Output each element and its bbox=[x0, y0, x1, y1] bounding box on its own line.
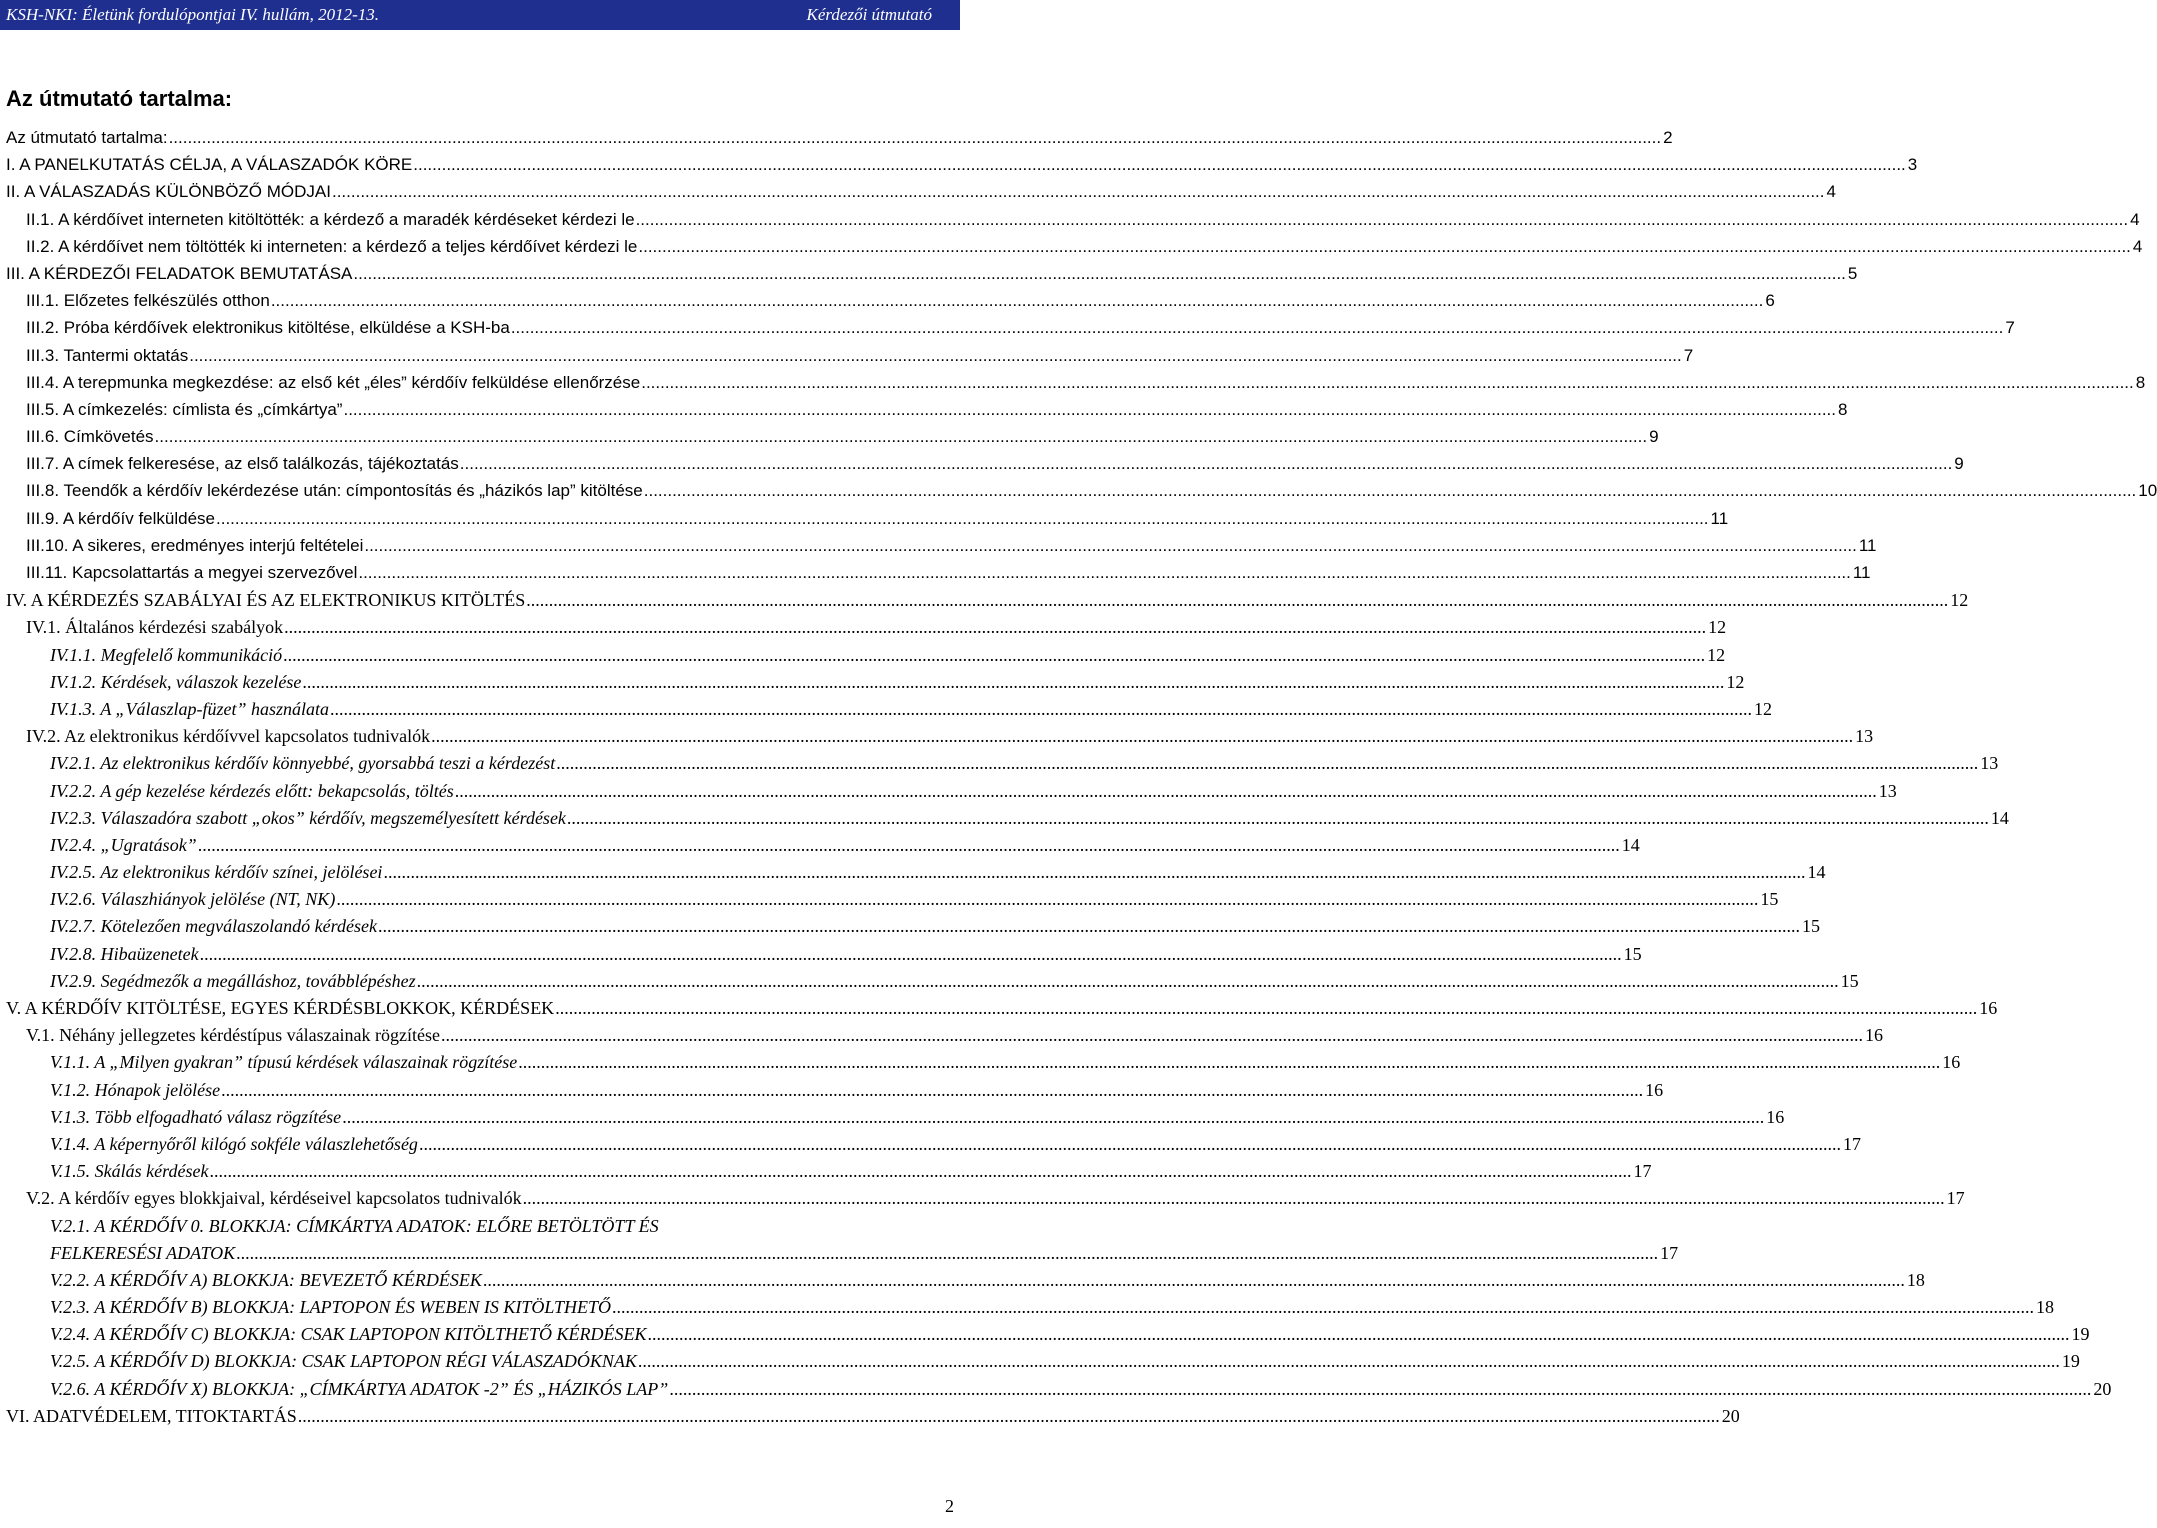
toc-entry-page: 13 bbox=[1855, 726, 1874, 747]
toc-entry-title: IV.2.1. Az elektronikus kérdőív könnyebbé, gyorsabbá teszi a kérdezést bbox=[50, 753, 556, 774]
toc-entry-title: V.2. A kérdőív egyes blokkjaival, kérdéseivel kapcsolatos tudnivalók bbox=[26, 1188, 522, 1209]
table-of-contents bbox=[6, 127, 2157, 1432]
toc-entry[interactable] bbox=[6, 1405, 1740, 1432]
toc-entry-title: V.1.5. Skálás kérdések bbox=[50, 1161, 209, 1182]
toc-leader-dots bbox=[483, 1269, 1905, 1291]
toc-entry-page: 4 bbox=[1826, 182, 1836, 202]
toc-entry-title: III.1. Előzetes felkészülés otthon bbox=[26, 291, 270, 311]
toc-entry-page: 11 bbox=[1852, 563, 1871, 582]
toc-entry-title: III.8. Teendők a kérdőív lekérdezése után: címpontosítás és „házikós lap” kitöltése bbox=[26, 481, 643, 501]
toc-entry-page: 15 bbox=[1623, 943, 1642, 964]
toc-leader-dots bbox=[284, 616, 1706, 638]
toc-leader-dots bbox=[169, 127, 1662, 149]
toc-entry-page: 16 bbox=[1766, 1106, 1785, 1127]
toc-entry[interactable] bbox=[6, 644, 1726, 671]
toc-leader-dots bbox=[523, 1187, 1945, 1209]
toc-entry-page: 9 bbox=[1954, 454, 1964, 474]
toc-entry-title: III.10. A sikeres, eredményes interjú feltételei bbox=[26, 535, 364, 555]
toc-entry-page: 19 bbox=[2071, 1324, 2090, 1345]
toc-entry[interactable] bbox=[6, 780, 1897, 807]
toc-entry-title: IV.2.3. Válaszadóra szabott „okos” kérdőív, megszemélyesített kérdések bbox=[50, 807, 566, 828]
toc-entry-title: V.2.5. A KÉRDŐÍV D) BLOKKJA: CSAK LAPTOPON RÉGI VÁLASZADÓKNAK bbox=[50, 1351, 637, 1372]
toc-entry-title: III.4. A terepmunka megkezdése: az első két „éles” kérdőív felküldése ellenőrzése bbox=[26, 372, 641, 392]
toc-leader-dots bbox=[342, 1106, 1764, 1128]
toc-entry-page: 12 bbox=[1950, 590, 1969, 611]
toc-leader-dots bbox=[216, 508, 1709, 530]
toc-entry[interactable] bbox=[6, 480, 2157, 507]
toc-leader-dots bbox=[330, 698, 1752, 720]
toc-leader-dots bbox=[567, 807, 1989, 829]
toc-leader-dots bbox=[455, 780, 1877, 802]
toc-entry-page: 4 bbox=[2130, 209, 2140, 229]
toc-leader-dots bbox=[555, 997, 1977, 1019]
toc-leader-dots bbox=[441, 1024, 1863, 1046]
toc-entry-page: 16 bbox=[1979, 998, 1998, 1018]
toc-leader-dots bbox=[556, 752, 1978, 774]
toc-leader-dots bbox=[636, 209, 2129, 231]
toc-entry-title: IV.2.5. Az elektronikus kérdőív színei, jelölései bbox=[50, 862, 383, 883]
toc-entry-page: 6 bbox=[1765, 291, 1775, 311]
header-left-text: KSH-NKI: Életünk fordulópontjai IV. hullám, 2012-13. bbox=[6, 5, 380, 24]
toc-entry[interactable] bbox=[6, 970, 1859, 997]
toc-entry[interactable] bbox=[6, 589, 1969, 616]
toc-entry-title: Az útmutató tartalma: bbox=[6, 128, 168, 147]
toc-entry[interactable] bbox=[6, 698, 1773, 725]
toc-entry-title: IV.2.2. A gép kezelése kérdezés előtt: bekapcsolás, töltés bbox=[50, 780, 454, 801]
toc-entry-title: IV.2.6. Válaszhiányok jelölése (NT, NK) bbox=[50, 889, 336, 910]
toc-entry-page: 15 bbox=[1801, 916, 1820, 937]
toc-leader-dots bbox=[638, 1350, 2060, 1372]
toc-entry[interactable] bbox=[6, 997, 1998, 1024]
toc-entry-page: 19 bbox=[2061, 1351, 2080, 1372]
toc-leader-dots bbox=[638, 236, 2131, 258]
toc-entry-title: III.9. A kérdőív felküldése bbox=[26, 508, 216, 528]
toc-entry-title: V.1.1. A „Milyen gyakran” típusú kérdések válaszainak rögzítése bbox=[50, 1052, 518, 1073]
toc-entry-title: IV.1.2. Kérdések, válaszok kezelése bbox=[50, 671, 302, 692]
toc-entry[interactable] bbox=[6, 725, 1874, 752]
toc-entry[interactable] bbox=[6, 1051, 1961, 1078]
toc-entry[interactable] bbox=[6, 181, 1836, 208]
toc-leader-dots bbox=[417, 970, 1839, 992]
page-title: Az útmutató tartalma: bbox=[6, 86, 233, 111]
toc-entry[interactable] bbox=[6, 345, 1694, 372]
toc-entry[interactable] bbox=[6, 1187, 1965, 1214]
toc-entry[interactable] bbox=[6, 671, 1745, 698]
toc-leader-dots bbox=[383, 861, 1805, 883]
toc-entry-page: 12 bbox=[1707, 644, 1726, 665]
toc-entry-title: IV.2.8. Hibaüzenetek bbox=[50, 943, 199, 964]
toc-entry[interactable] bbox=[6, 915, 1820, 942]
toc-leader-dots bbox=[283, 644, 1705, 666]
toc-entry[interactable] bbox=[6, 535, 1877, 562]
toc-entry-page: 16 bbox=[1865, 1025, 1884, 1046]
toc-entry-title: IV.2. Az elektronikus kérdőívvel kapcsolatos tudnivalók bbox=[26, 726, 431, 747]
toc-entry-title: IV.2.7. Kötelezően megválaszolandó kérdések bbox=[50, 916, 377, 937]
toc-entry-page: 17 bbox=[1946, 1188, 1965, 1209]
toc-entry[interactable] bbox=[6, 807, 2009, 834]
toc-entry-title-line2: FELKERESÉSI ADATOK bbox=[50, 1242, 236, 1263]
toc-entry-page: 7 bbox=[2005, 318, 2015, 338]
toc-entry-page: 8 bbox=[1837, 399, 1848, 419]
toc-leader-dots bbox=[189, 345, 1682, 367]
toc-entry[interactable] bbox=[6, 1350, 2080, 1377]
toc-leader-dots bbox=[155, 426, 1648, 448]
toc-leader-dots bbox=[364, 535, 1857, 557]
toc-leader-dots bbox=[511, 317, 2004, 339]
toc-leader-dots bbox=[302, 671, 1724, 693]
toc-leader-dots bbox=[526, 589, 1948, 611]
toc-entry[interactable] bbox=[6, 1323, 2090, 1350]
toc-entry-title-line1: V.2.1. A KÉRDŐÍV 0. BLOKKJA: CÍMKÁRTYA ADATOK: ELŐRE BETÖLTÖTT ÉS bbox=[50, 1215, 659, 1236]
toc-leader-dots bbox=[236, 1242, 1658, 1264]
toc-entry-title: IV.2.4. „Ugratások” bbox=[50, 834, 197, 855]
toc-entry[interactable] bbox=[6, 317, 2015, 344]
toc-entry-title: IV.2.9. Segédmezők a megálláshoz, továbblépéshez bbox=[50, 970, 416, 991]
toc-entry-page: 18 bbox=[2036, 1297, 2054, 1318]
toc-entry[interactable] bbox=[6, 1296, 2054, 1323]
toc-leader-dots bbox=[271, 290, 1764, 312]
toc-entry[interactable] bbox=[6, 508, 1729, 535]
toc-leader-dots bbox=[353, 263, 1846, 285]
toc-leader-dots bbox=[343, 399, 1836, 421]
toc-entry-page: 15 bbox=[1840, 970, 1859, 991]
toc-entry-title: V.1.3. Több elfogadható válasz rögzítése bbox=[50, 1106, 342, 1127]
toc-entry-title: IV. A KÉRDEZÉS SZABÁLYAI ÉS AZ ELEKTRONIKUS KITÖLTÉS bbox=[6, 590, 526, 611]
toc-entry-page: 12 bbox=[1726, 671, 1745, 692]
toc-entry[interactable] bbox=[6, 372, 2146, 399]
toc-entry-page: 10 bbox=[2138, 481, 2157, 501]
toc-entry[interactable] bbox=[6, 154, 1918, 181]
toc-leader-dots bbox=[419, 1133, 1841, 1155]
toc-entry-title: II. A VÁLASZADÁS KÜLÖNBÖZŐ MÓDJAI bbox=[6, 182, 331, 202]
toc-entry-page: 18 bbox=[1906, 1269, 1925, 1290]
toc-entry-page: 12 bbox=[1754, 698, 1773, 719]
toc-entry-page: 16 bbox=[1942, 1052, 1961, 1073]
toc-leader-dots bbox=[358, 562, 1851, 584]
toc-entry-title-line2-row bbox=[50, 1242, 1678, 1264]
toc-entry-page: 5 bbox=[1847, 263, 1858, 283]
toc-entry-title: V.2.6. A KÉRDŐÍV X) BLOKKJA: „CÍMKÁRTYA ADATOK -2” ÉS „HÁZIKÓS LAP” bbox=[50, 1378, 669, 1399]
toc-entry[interactable] bbox=[6, 562, 1871, 589]
toc-entry[interactable] bbox=[6, 752, 1999, 779]
toc-leader-dots bbox=[332, 181, 1825, 203]
toc-entry[interactable] bbox=[6, 1133, 1861, 1160]
toc-leader-dots bbox=[298, 1405, 1720, 1427]
toc-entry[interactable] bbox=[6, 1106, 1785, 1133]
toc-entry-title: I. A PANELKUTATÁS CÉLJA, A VÁLASZADÓK KÖRE bbox=[6, 155, 413, 175]
toc-entry[interactable] bbox=[6, 1378, 2112, 1405]
toc-entry[interactable] bbox=[6, 399, 1848, 426]
toc-leader-dots bbox=[669, 1378, 2091, 1400]
toc-entry-page: 17 bbox=[1842, 1133, 1861, 1154]
toc-entry[interactable] bbox=[6, 263, 1858, 290]
toc-entry-title: III.5. A címkezelés: címlista és „címkártya” bbox=[26, 399, 343, 419]
toc-leader-dots bbox=[378, 915, 1800, 937]
header-right-text: Kérdezői útmutató bbox=[806, 5, 932, 24]
toc-entry-title: III.2. Próba kérdőívek elektronikus kitöltése, elküldése a KSH-ba bbox=[26, 318, 510, 338]
toc-entry-title: V.2.4. A KÉRDŐÍV C) BLOKKJA: CSAK LAPTOPON KITÖLTHETŐ KÉRDÉSEK bbox=[50, 1324, 647, 1345]
toc-leader-dots bbox=[644, 480, 2137, 502]
toc-entry-title: V.2.2. A KÉRDŐÍV A) BLOKKJA: BEVEZETŐ KÉRDÉSEK bbox=[50, 1269, 482, 1290]
toc-entry-title: V.1.2. Hónapok jelölése bbox=[50, 1079, 221, 1100]
toc-entry-page: 12 bbox=[1708, 617, 1727, 638]
toc-entry[interactable] bbox=[6, 236, 2143, 263]
toc-entry-title: VI. ADATVÉDELEM, TITOKTARTÁS bbox=[6, 1405, 297, 1426]
toc-leader-dots bbox=[198, 834, 1620, 856]
toc-entry-page: 17 bbox=[1633, 1161, 1652, 1182]
toc-entry[interactable] bbox=[6, 127, 1673, 154]
toc-entry-title: II.1. A kérdőívet interneten kitöltötték: a kérdező a maradék kérdéseket kérdezi le bbox=[26, 209, 635, 229]
toc-leader-dots bbox=[641, 372, 2134, 394]
toc-entry[interactable] bbox=[6, 888, 1779, 915]
toc-entry-page: 13 bbox=[1980, 753, 1999, 774]
toc-entry-title: V.1. Néhány jellegzetes kérdéstípus válaszainak rögzítése bbox=[26, 1025, 441, 1046]
toc-leader-dots bbox=[648, 1323, 2070, 1345]
toc-entry-title: II.2. A kérdőívet nem töltötték ki interneten: a kérdező a teljes kérdőívet kérdezi le bbox=[26, 236, 638, 256]
toc-leader-dots bbox=[413, 154, 1906, 176]
toc-entry-title: III. A KÉRDEZŐI FELADATOK BEMUTATÁSA bbox=[6, 263, 353, 283]
toc-entry-title: IV.1.1. Megfelelő kommunikáció bbox=[50, 644, 283, 665]
toc-entry[interactable] bbox=[6, 834, 1640, 861]
toc-entry-page: 16 bbox=[1645, 1079, 1664, 1100]
toc-entry-page: 7 bbox=[1683, 345, 1694, 365]
toc-entry-page: 15 bbox=[1760, 889, 1779, 910]
toc-entry[interactable] bbox=[6, 209, 2140, 236]
toc-entry[interactable] bbox=[6, 943, 1642, 970]
toc-entry[interactable] bbox=[6, 861, 1826, 888]
toc-leader-dots bbox=[612, 1296, 2034, 1318]
toc-leader-dots bbox=[209, 1160, 1631, 1182]
toc-leader-dots bbox=[518, 1051, 1940, 1073]
toc-entry-title: III.11. Kapcsolattartás a megyei szervezővel bbox=[26, 563, 358, 582]
page-header bbox=[0, 0, 960, 30]
toc-entry-page: 2 bbox=[1663, 128, 1673, 147]
toc-entry-title: IV.1. Általános kérdezési szabályok bbox=[26, 617, 284, 638]
toc-entry-page: 14 bbox=[1621, 834, 1640, 855]
toc-leader-dots bbox=[200, 943, 1622, 965]
toc-entry-page: 14 bbox=[1807, 862, 1826, 883]
toc-entry-title: IV.1.3. A „Válaszlap-füzet” használata bbox=[50, 698, 330, 719]
toc-entry[interactable] bbox=[6, 1024, 1884, 1051]
toc-entry[interactable] bbox=[6, 426, 1659, 453]
page-number: 2 bbox=[945, 1496, 954, 1516]
toc-entry-page: 11 bbox=[1858, 535, 1877, 555]
toc-leader-dots bbox=[460, 453, 1953, 475]
toc-entry-page: 17 bbox=[1660, 1242, 1679, 1263]
toc-entry-page: 9 bbox=[1649, 427, 1659, 447]
toc-entry-page: 8 bbox=[2135, 372, 2146, 392]
toc-entry[interactable] bbox=[6, 1160, 1652, 1187]
toc-entry-page: 14 bbox=[1990, 807, 2009, 828]
toc-leader-dots bbox=[336, 888, 1758, 910]
toc-leader-dots bbox=[221, 1079, 1643, 1101]
toc-entry-title: III.7. A címek felkeresése, az első találkozás, tájékoztatás bbox=[26, 454, 459, 474]
toc-entry-title: V.1.4. A képernyőről kilógó sokféle válaszlehetőség bbox=[50, 1133, 418, 1154]
toc-entry-page: 13 bbox=[1878, 780, 1897, 801]
toc-entry-title: III.6. Címkövetés bbox=[26, 427, 154, 447]
toc-entry[interactable] bbox=[6, 1269, 1925, 1296]
toc-entry-page: 20 bbox=[2093, 1378, 2112, 1399]
toc-entry-title: V.2.3. A KÉRDŐÍV B) BLOKKJA: LAPTOPON ÉS WEBEN IS KITÖLTHETŐ bbox=[50, 1297, 611, 1318]
toc-entry-title: V. A KÉRDŐÍV KITÖLTÉSE, EGYES KÉRDÉSBLOKKOK, KÉRDÉSEK bbox=[6, 998, 555, 1018]
toc-entry[interactable] bbox=[6, 1079, 1664, 1106]
toc-entry-title: III.3. Tantermi oktatás bbox=[26, 345, 189, 365]
toc-entry-page: 11 bbox=[1710, 508, 1729, 528]
toc-entry[interactable] bbox=[6, 616, 1727, 643]
toc-entry-page: 3 bbox=[1907, 155, 1918, 175]
toc-entry-page: 4 bbox=[2132, 236, 2143, 256]
toc-entry-title-wrap bbox=[50, 1215, 1678, 1264]
toc-leader-dots bbox=[431, 725, 1853, 747]
toc-entry[interactable] bbox=[6, 1215, 1679, 1269]
toc-entry-page: 20 bbox=[1721, 1405, 1740, 1426]
toc-entry[interactable] bbox=[6, 453, 1964, 480]
toc-entry[interactable] bbox=[6, 290, 1775, 317]
